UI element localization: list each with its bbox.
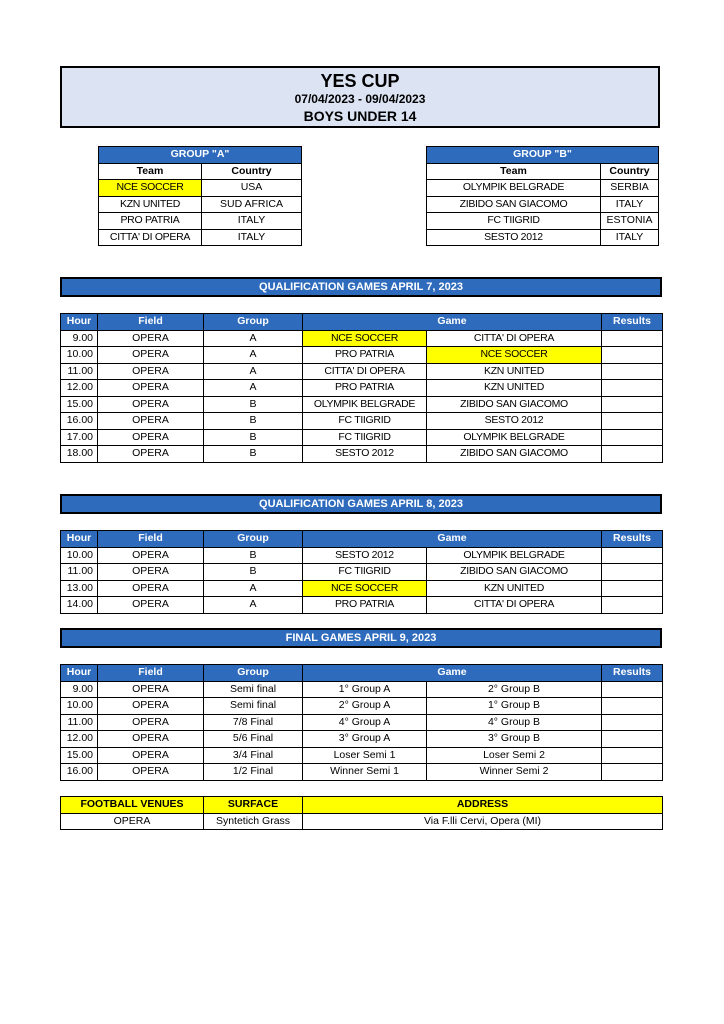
home-team-cell: SESTO 2012 bbox=[303, 547, 427, 564]
table-row bbox=[61, 747, 663, 764]
field-cell: OPERA bbox=[98, 429, 204, 446]
field-cell: OPERA bbox=[98, 698, 204, 715]
venue-cell: OPERA bbox=[61, 813, 204, 830]
group-cell: A bbox=[204, 597, 303, 614]
home-team-cell: Loser Semi 1 bbox=[303, 747, 427, 764]
group-cell: A bbox=[204, 347, 303, 364]
away-team-cell: Loser Semi 2 bbox=[427, 747, 602, 764]
result-cell bbox=[602, 597, 663, 614]
home-team-cell: SESTO 2012 bbox=[303, 446, 427, 463]
address-cell: Via F.lli Cervi, Opera (MI) bbox=[303, 813, 663, 830]
away-team-cell: 4° Group B bbox=[427, 714, 602, 731]
team-cell: CITTA' DI OPERA bbox=[99, 229, 202, 246]
home-team-cell: PRO PATRIA bbox=[303, 597, 427, 614]
field-cell: OPERA bbox=[98, 597, 204, 614]
table-row bbox=[61, 714, 663, 731]
home-team-cell: NCE SOCCER bbox=[303, 580, 427, 597]
table-row bbox=[61, 731, 663, 748]
table-row bbox=[61, 764, 663, 781]
group-cell: A bbox=[204, 330, 303, 347]
field-cell: OPERA bbox=[98, 446, 204, 463]
hour-cell: 16.00 bbox=[61, 413, 98, 430]
result-cell bbox=[602, 429, 663, 446]
group-cell: 1/2 Final bbox=[204, 764, 303, 781]
result-cell bbox=[602, 330, 663, 347]
country-cell: ITALY bbox=[601, 196, 659, 213]
group-cell: A bbox=[204, 363, 303, 380]
group-cell: B bbox=[204, 429, 303, 446]
day1-games-table bbox=[60, 313, 663, 463]
result-cell bbox=[602, 698, 663, 715]
col-game: Game bbox=[303, 665, 602, 682]
table-row bbox=[61, 580, 663, 597]
team-cell: OLYMPIK BELGRADE bbox=[427, 180, 601, 197]
col-results: Results bbox=[602, 531, 663, 548]
col-venue: FOOTBALL VENUES bbox=[61, 797, 204, 814]
col-hour: Hour bbox=[61, 665, 98, 682]
table-row bbox=[427, 196, 659, 213]
col-field: Field bbox=[98, 314, 204, 331]
table-row bbox=[61, 380, 663, 397]
home-team-cell: FC TIIGRID bbox=[303, 413, 427, 430]
home-team-cell: NCE SOCCER bbox=[303, 330, 427, 347]
col-results: Results bbox=[602, 665, 663, 682]
page-title: YES CUP bbox=[320, 71, 400, 91]
country-cell: ITALY bbox=[202, 229, 302, 246]
field-cell: OPERA bbox=[98, 347, 204, 364]
day2-banner: QUALIFICATION GAMES APRIL 8, 2023 bbox=[60, 494, 662, 514]
result-cell bbox=[602, 413, 663, 430]
day1-banner: QUALIFICATION GAMES APRIL 7, 2023 bbox=[60, 277, 662, 297]
hour-cell: 17.00 bbox=[61, 429, 98, 446]
day2-games-table bbox=[60, 530, 663, 614]
field-cell: OPERA bbox=[98, 363, 204, 380]
result-cell bbox=[602, 564, 663, 581]
col-game: Game bbox=[303, 314, 602, 331]
hour-cell: 16.00 bbox=[61, 764, 98, 781]
group-cell: A bbox=[204, 580, 303, 597]
field-cell: OPERA bbox=[98, 564, 204, 581]
hour-cell: 9.00 bbox=[61, 330, 98, 347]
hour-cell: 11.00 bbox=[61, 714, 98, 731]
result-cell bbox=[602, 747, 663, 764]
field-cell: OPERA bbox=[98, 330, 204, 347]
home-team-cell: OLYMPIK BELGRADE bbox=[303, 396, 427, 413]
away-team-cell: ZIBIDO SAN GIACOMO bbox=[427, 396, 602, 413]
col-surface: SURFACE bbox=[204, 797, 303, 814]
group-b-col-team: Team bbox=[427, 163, 601, 180]
field-cell: OPERA bbox=[98, 547, 204, 564]
home-team-cell: FC TIIGRID bbox=[303, 429, 427, 446]
team-cell: NCE SOCCER bbox=[99, 180, 202, 197]
away-team-cell: OLYMPIK BELGRADE bbox=[427, 547, 602, 564]
day3-games-table bbox=[60, 664, 663, 781]
col-field: Field bbox=[98, 531, 204, 548]
group-cell: Semi final bbox=[204, 698, 303, 715]
group-cell: 7/8 Final bbox=[204, 714, 303, 731]
home-team-cell: PRO PATRIA bbox=[303, 347, 427, 364]
table-row bbox=[61, 547, 663, 564]
result-cell bbox=[602, 547, 663, 564]
result-cell bbox=[602, 714, 663, 731]
away-team-cell: ZIBIDO SAN GIACOMO bbox=[427, 446, 602, 463]
hour-cell: 18.00 bbox=[61, 446, 98, 463]
group-cell: A bbox=[204, 380, 303, 397]
table-row bbox=[61, 564, 663, 581]
col-group: Group bbox=[204, 531, 303, 548]
group-cell: Semi final bbox=[204, 681, 303, 698]
home-team-cell: CITTA' DI OPERA bbox=[303, 363, 427, 380]
group-cell: B bbox=[204, 564, 303, 581]
away-team-cell: KZN UNITED bbox=[427, 580, 602, 597]
field-cell: OPERA bbox=[98, 413, 204, 430]
away-team-cell: SESTO 2012 bbox=[427, 413, 602, 430]
away-team-cell: 2° Group B bbox=[427, 681, 602, 698]
team-cell: FC TIIGRID bbox=[427, 213, 601, 230]
home-team-cell: 2° Group A bbox=[303, 698, 427, 715]
age-category: BOYS UNDER 14 bbox=[303, 108, 417, 124]
hour-cell: 12.00 bbox=[61, 731, 98, 748]
country-cell: SERBIA bbox=[601, 180, 659, 197]
col-hour: Hour bbox=[61, 531, 98, 548]
field-cell: OPERA bbox=[98, 580, 204, 597]
table-row bbox=[61, 681, 663, 698]
surface-cell: Syntetich Grass bbox=[204, 813, 303, 830]
table-row bbox=[61, 396, 663, 413]
table-row bbox=[427, 229, 659, 246]
result-cell bbox=[602, 347, 663, 364]
country-cell: SUD AFRICA bbox=[202, 196, 302, 213]
group-a-col-country: Country bbox=[202, 163, 302, 180]
group-cell: B bbox=[204, 396, 303, 413]
hour-cell: 10.00 bbox=[61, 347, 98, 364]
col-results: Results bbox=[602, 314, 663, 331]
field-cell: OPERA bbox=[98, 681, 204, 698]
away-team-cell: OLYMPIK BELGRADE bbox=[427, 429, 602, 446]
field-cell: OPERA bbox=[98, 714, 204, 731]
hour-cell: 15.00 bbox=[61, 396, 98, 413]
table-row bbox=[99, 213, 302, 230]
result-cell bbox=[602, 396, 663, 413]
away-team-cell: ZIBIDO SAN GIACOMO bbox=[427, 564, 602, 581]
result-cell bbox=[602, 731, 663, 748]
team-cell: KZN UNITED bbox=[99, 196, 202, 213]
away-team-cell: 3° Group B bbox=[427, 731, 602, 748]
home-team-cell: 3° Group A bbox=[303, 731, 427, 748]
table-row bbox=[61, 813, 663, 830]
away-team-cell: KZN UNITED bbox=[427, 363, 602, 380]
team-cell: ZIBIDO SAN GIACOMO bbox=[427, 196, 601, 213]
hour-cell: 15.00 bbox=[61, 747, 98, 764]
table-row bbox=[99, 196, 302, 213]
result-cell bbox=[602, 380, 663, 397]
col-game: Game bbox=[303, 531, 602, 548]
field-cell: OPERA bbox=[98, 731, 204, 748]
country-cell: ESTONIA bbox=[601, 213, 659, 230]
away-team-cell: CITTA' DI OPERA bbox=[427, 597, 602, 614]
home-team-cell: PRO PATRIA bbox=[303, 380, 427, 397]
table-row bbox=[99, 180, 302, 197]
table-row bbox=[61, 429, 663, 446]
table-row bbox=[61, 446, 663, 463]
col-group: Group bbox=[204, 665, 303, 682]
day3-banner: FINAL GAMES APRIL 9, 2023 bbox=[60, 628, 662, 648]
home-team-cell: 1° Group A bbox=[303, 681, 427, 698]
col-field: Field bbox=[98, 665, 204, 682]
field-cell: OPERA bbox=[98, 747, 204, 764]
group-a-title: GROUP "A" bbox=[99, 147, 302, 164]
hour-cell: 9.00 bbox=[61, 681, 98, 698]
hour-cell: 10.00 bbox=[61, 547, 98, 564]
group-cell: 3/4 Final bbox=[204, 747, 303, 764]
home-team-cell: FC TIIGRID bbox=[303, 564, 427, 581]
table-row bbox=[61, 597, 663, 614]
table-row bbox=[61, 413, 663, 430]
hour-cell: 11.00 bbox=[61, 564, 98, 581]
group-cell: 5/6 Final bbox=[204, 731, 303, 748]
col-group: Group bbox=[204, 314, 303, 331]
away-team-cell: NCE SOCCER bbox=[427, 347, 602, 364]
team-cell: PRO PATRIA bbox=[99, 213, 202, 230]
result-cell bbox=[602, 446, 663, 463]
group-a-col-team: Team bbox=[99, 163, 202, 180]
field-cell: OPERA bbox=[98, 396, 204, 413]
table-row bbox=[61, 698, 663, 715]
group-b-col-country: Country bbox=[601, 163, 659, 180]
hour-cell: 10.00 bbox=[61, 698, 98, 715]
hour-cell: 13.00 bbox=[61, 580, 98, 597]
group-a-table bbox=[98, 146, 302, 246]
hour-cell: 11.00 bbox=[61, 363, 98, 380]
table-row bbox=[99, 229, 302, 246]
result-cell bbox=[602, 681, 663, 698]
team-cell: SESTO 2012 bbox=[427, 229, 601, 246]
table-row bbox=[61, 347, 663, 364]
venues-table bbox=[60, 796, 663, 830]
col-address: ADDRESS bbox=[303, 797, 663, 814]
result-cell bbox=[602, 580, 663, 597]
table-row bbox=[427, 180, 659, 197]
table-row bbox=[61, 363, 663, 380]
tournament-dates: 07/04/2023 - 09/04/2023 bbox=[294, 92, 426, 106]
title-box bbox=[60, 66, 660, 128]
home-team-cell: 4° Group A bbox=[303, 714, 427, 731]
field-cell: OPERA bbox=[98, 764, 204, 781]
country-cell: ITALY bbox=[202, 213, 302, 230]
group-cell: B bbox=[204, 446, 303, 463]
hour-cell: 14.00 bbox=[61, 597, 98, 614]
result-cell bbox=[602, 764, 663, 781]
group-b-title: GROUP "B" bbox=[427, 147, 659, 164]
away-team-cell: 1° Group B bbox=[427, 698, 602, 715]
group-b-table bbox=[426, 146, 659, 246]
group-cell: B bbox=[204, 547, 303, 564]
country-cell: ITALY bbox=[601, 229, 659, 246]
hour-cell: 12.00 bbox=[61, 380, 98, 397]
country-cell: USA bbox=[202, 180, 302, 197]
home-team-cell: Winner Semi 1 bbox=[303, 764, 427, 781]
away-team-cell: CITTA' DI OPERA bbox=[427, 330, 602, 347]
result-cell bbox=[602, 363, 663, 380]
away-team-cell: Winner Semi 2 bbox=[427, 764, 602, 781]
away-team-cell: KZN UNITED bbox=[427, 380, 602, 397]
field-cell: OPERA bbox=[98, 380, 204, 397]
table-row bbox=[427, 213, 659, 230]
group-cell: B bbox=[204, 413, 303, 430]
col-hour: Hour bbox=[61, 314, 98, 331]
table-row bbox=[61, 330, 663, 347]
